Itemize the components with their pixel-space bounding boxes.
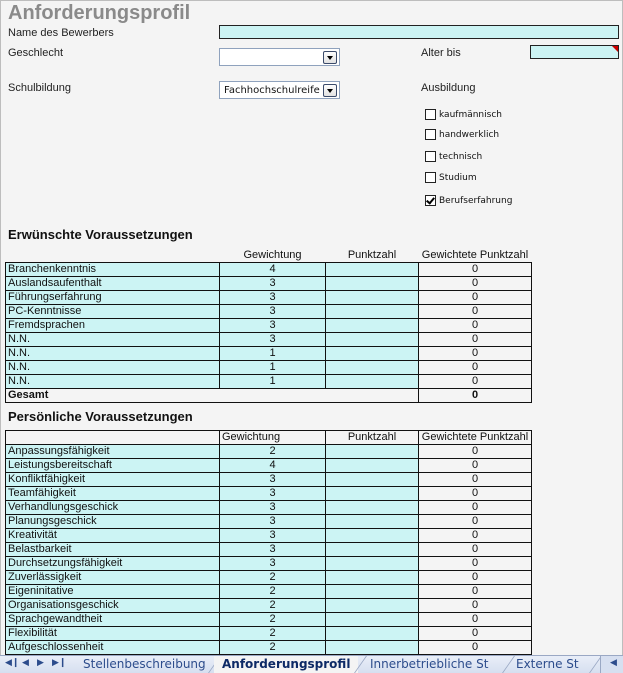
desired-heading: Erwünschte Voraussetzungen xyxy=(8,227,193,242)
criterion-name: Führungserfahrung xyxy=(6,291,220,305)
table-row xyxy=(6,375,532,389)
points-input[interactable] xyxy=(326,557,419,571)
weighted-score: 0 xyxy=(419,529,532,543)
weight-cell[interactable]: 4 xyxy=(220,263,326,277)
training-label: Ausbildung xyxy=(421,82,476,94)
points-input[interactable] xyxy=(326,333,419,347)
weighted-score: 0 xyxy=(419,585,532,599)
weighted-score: 0 xyxy=(419,543,532,557)
criterion-name: Teamfähigkeit xyxy=(6,487,220,501)
points-input[interactable] xyxy=(326,585,419,599)
school-dropdown[interactable] xyxy=(219,81,340,99)
weight-cell[interactable]: 3 xyxy=(220,529,326,543)
weighted-score: 0 xyxy=(419,361,532,375)
table-row xyxy=(6,599,532,613)
criterion-name: Belastbarkeit xyxy=(6,543,220,557)
column-header xyxy=(6,431,220,445)
prev-sheet-icon[interactable]: ◀ xyxy=(22,658,29,668)
table-row xyxy=(6,627,532,641)
criterion-name: N.N. xyxy=(6,375,220,389)
total-label: Gesamt xyxy=(6,389,419,403)
points-input[interactable] xyxy=(326,487,419,501)
criterion-name: Eigeninitative xyxy=(6,585,220,599)
table-row xyxy=(6,641,532,655)
chevron-down-icon[interactable] xyxy=(323,51,337,64)
weight-cell[interactable]: 2 xyxy=(220,571,326,585)
weighted-score: 0 xyxy=(419,459,532,473)
checkbox-berufserfahrung[interactable] xyxy=(425,195,512,206)
points-input[interactable] xyxy=(326,501,419,515)
gender-label: Geschlecht xyxy=(8,47,64,59)
column-header-points: Punktzahl xyxy=(326,431,419,445)
criterion-name: Anpassungsfähigkeit xyxy=(6,445,220,459)
checkbox-icon[interactable] xyxy=(425,109,436,120)
points-input[interactable] xyxy=(326,361,419,375)
table-row xyxy=(6,543,532,557)
tab-externe[interactable]: Externe St xyxy=(516,657,579,671)
weight-cell[interactable]: 1 xyxy=(220,361,326,375)
table-header-row xyxy=(6,431,532,445)
scroll-left-icon[interactable]: ◀ xyxy=(610,658,617,668)
weighted-score: 0 xyxy=(419,599,532,613)
weight-cell[interactable]: 3 xyxy=(220,277,326,291)
checkbox-icon[interactable] xyxy=(425,129,436,140)
checkbox-checked-icon[interactable] xyxy=(425,195,436,206)
weight-cell[interactable]: 3 xyxy=(220,487,326,501)
criterion-name: Verhandlungsgeschick xyxy=(6,501,220,515)
personal-table xyxy=(5,430,532,655)
weighted-score: 0 xyxy=(419,319,532,333)
weighted-score: 0 xyxy=(419,613,532,627)
comment-indicator-icon xyxy=(612,46,618,52)
table-row xyxy=(6,361,532,375)
points-input[interactable] xyxy=(326,347,419,361)
criterion-name: Zuverlässigkeit xyxy=(6,571,220,585)
points-input[interactable] xyxy=(326,529,419,543)
weighted-score: 0 xyxy=(419,445,532,459)
column-header-weight: Gewichtung xyxy=(220,431,326,445)
criterion-name: N.N. xyxy=(6,333,220,347)
checkbox-label: handwerklich xyxy=(439,129,500,140)
table-row xyxy=(6,529,532,543)
criterion-name: Leistungsbereitschaft xyxy=(6,459,220,473)
column-header-points: Punktzahl xyxy=(347,249,397,261)
table-header-row xyxy=(6,249,532,263)
points-input[interactable] xyxy=(326,291,419,305)
checkbox-technisch[interactable] xyxy=(425,151,482,162)
points-input[interactable] xyxy=(326,515,419,529)
weighted-score: 0 xyxy=(419,473,532,487)
checkbox-kaufmaennisch[interactable] xyxy=(425,109,502,120)
school-label: Schulbildung xyxy=(8,82,71,94)
weight-cell[interactable]: 3 xyxy=(220,305,326,319)
criterion-name: N.N. xyxy=(6,361,220,375)
checkbox-handwerklich[interactable] xyxy=(425,129,499,140)
weight-cell[interactable]: 3 xyxy=(220,333,326,347)
table-row xyxy=(6,613,532,627)
points-input[interactable] xyxy=(326,571,419,585)
points-input[interactable] xyxy=(326,375,419,389)
weight-cell[interactable]: 2 xyxy=(220,585,326,599)
checkbox-label: kaufmännisch xyxy=(439,109,502,120)
tab-anforderungsprofil[interactable]: Anforderungsprofil xyxy=(214,656,358,673)
points-input[interactable] xyxy=(326,445,419,459)
weighted-score: 0 xyxy=(419,305,532,319)
age-label: Alter bis xyxy=(421,47,461,59)
weighted-score: 0 xyxy=(419,291,532,305)
table-row xyxy=(6,571,532,585)
points-input[interactable] xyxy=(326,613,419,627)
total-value: 0 xyxy=(419,389,532,403)
school-value: Fachhochschulreife xyxy=(224,85,320,96)
weight-cell[interactable]: 2 xyxy=(220,627,326,641)
table-row xyxy=(6,333,532,347)
weighted-score: 0 xyxy=(419,487,532,501)
weighted-score: 0 xyxy=(419,571,532,585)
criterion-name: Fremdsprachen xyxy=(6,319,220,333)
chevron-down-icon[interactable] xyxy=(323,84,337,97)
weight-cell[interactable]: 3 xyxy=(220,543,326,557)
criterion-name: Organisationsgeschick xyxy=(6,599,220,613)
table-row xyxy=(6,459,532,473)
table-row xyxy=(6,347,532,361)
criterion-name: PC-Kenntnisse xyxy=(6,305,220,319)
points-input[interactable] xyxy=(326,641,419,655)
tab-innerbetriebliche[interactable]: Innerbetriebliche St xyxy=(370,657,489,671)
weight-cell[interactable]: 3 xyxy=(220,557,326,571)
table-row xyxy=(6,515,532,529)
age-field[interactable] xyxy=(530,45,619,59)
column-header xyxy=(6,249,220,263)
checkbox-studium[interactable] xyxy=(425,172,477,183)
points-input[interactable] xyxy=(326,305,419,319)
personal-heading: Persönliche Voraussetzungen xyxy=(8,409,193,424)
column-header-weight: Gewichtung xyxy=(243,249,302,261)
column-header-weighted: Gewichtete Punktzahl xyxy=(419,431,532,445)
weighted-score: 0 xyxy=(419,333,532,347)
criterion-name: Planungsgeschick xyxy=(6,515,220,529)
weight-cell[interactable]: 2 xyxy=(220,641,326,655)
table-row xyxy=(6,585,532,599)
weighted-score: 0 xyxy=(419,375,532,389)
checkbox-icon[interactable] xyxy=(425,172,436,183)
criterion-name: Kreativität xyxy=(6,529,220,543)
weight-cell[interactable]: 3 xyxy=(220,291,326,305)
criterion-name: Konfliktfähigkeit xyxy=(6,473,220,487)
weighted-score: 0 xyxy=(419,515,532,529)
tab-stellenbeschreibung[interactable]: Stellenbeschreibung xyxy=(83,657,206,671)
checkbox-label: technisch xyxy=(439,151,483,162)
table-row xyxy=(6,319,532,333)
weighted-score: 0 xyxy=(419,627,532,641)
last-sheet-icon[interactable]: ▶❙ xyxy=(52,658,67,668)
weighted-score: 0 xyxy=(419,501,532,515)
points-input[interactable] xyxy=(326,459,419,473)
next-sheet-icon[interactable]: ▶ xyxy=(37,658,44,668)
criterion-name: Aufgeschlossenheit xyxy=(6,641,220,655)
weight-cell[interactable]: 2 xyxy=(220,445,326,459)
criterion-name: Sprachgewandtheit xyxy=(6,613,220,627)
points-input[interactable] xyxy=(326,319,419,333)
horizontal-scrollbar[interactable] xyxy=(600,656,623,673)
criterion-name: N.N. xyxy=(6,347,220,361)
applicant-name-field[interactable] xyxy=(219,25,619,39)
weight-cell[interactable]: 1 xyxy=(220,375,326,389)
weight-cell[interactable]: 1 xyxy=(220,347,326,361)
table-row xyxy=(6,487,532,501)
weighted-score: 0 xyxy=(419,347,532,361)
weighted-score: 0 xyxy=(419,557,532,571)
gender-dropdown[interactable] xyxy=(219,48,340,66)
points-input[interactable] xyxy=(326,263,419,277)
table-row xyxy=(6,557,532,571)
sheet-tab-bar xyxy=(0,655,623,673)
points-input[interactable] xyxy=(326,277,419,291)
name-label: Name des Bewerbers xyxy=(8,27,114,39)
first-sheet-icon[interactable]: ◀❙ xyxy=(5,658,20,668)
criterion-name: Durchsetzungsfähigkeit xyxy=(6,557,220,571)
weighted-score: 0 xyxy=(419,641,532,655)
table-row xyxy=(6,291,532,305)
checkbox-label: Studium xyxy=(439,172,477,183)
points-input[interactable] xyxy=(326,473,419,487)
checkbox-icon[interactable] xyxy=(425,151,436,162)
table-row xyxy=(6,501,532,515)
weight-cell[interactable]: 3 xyxy=(220,319,326,333)
page-title: Anforderungsprofil xyxy=(8,2,191,24)
table-row xyxy=(6,473,532,487)
total-row xyxy=(6,389,532,403)
weight-cell[interactable]: 3 xyxy=(220,515,326,529)
table-row xyxy=(6,445,532,459)
table-row xyxy=(6,277,532,291)
table-row xyxy=(6,305,532,319)
desired-table xyxy=(5,249,532,403)
column-header-weighted: Gewichtete Punktzahl xyxy=(421,249,529,261)
checkbox-label: Berufserfahrung xyxy=(439,195,513,206)
points-input[interactable] xyxy=(326,599,419,613)
criterion-name: Auslandsaufenthalt xyxy=(6,277,220,291)
weight-cell[interactable]: 3 xyxy=(220,501,326,515)
weight-cell[interactable]: 2 xyxy=(220,599,326,613)
weight-cell[interactable]: 2 xyxy=(220,613,326,627)
points-input[interactable] xyxy=(326,543,419,557)
weight-cell[interactable]: 4 xyxy=(220,459,326,473)
criterion-name: Flexibilität xyxy=(6,627,220,641)
weighted-score: 0 xyxy=(419,277,532,291)
table-row xyxy=(6,263,532,277)
points-input[interactable] xyxy=(326,627,419,641)
weight-cell[interactable]: 3 xyxy=(220,473,326,487)
criterion-name: Branchenkenntnis xyxy=(6,263,220,277)
weighted-score: 0 xyxy=(419,263,532,277)
